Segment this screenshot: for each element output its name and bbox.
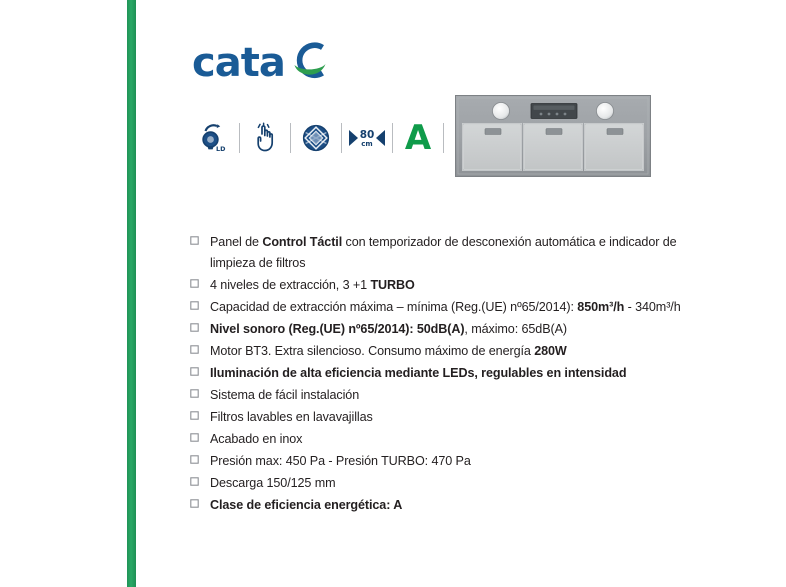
icon-separator <box>443 123 444 153</box>
spec-list-item <box>190 429 690 450</box>
touch-control-icon <box>243 115 287 161</box>
square-bullet-icon <box>190 363 210 376</box>
brand-logo <box>192 40 329 86</box>
led-light-icon <box>192 115 236 161</box>
square-bullet-icon <box>190 473 210 486</box>
spec-text-bold: 280W <box>534 344 567 358</box>
specification-list <box>190 232 690 517</box>
washable-filter-icon <box>294 115 338 161</box>
spec-list-item <box>190 473 690 494</box>
square-bullet-icon <box>190 429 210 442</box>
cata-swoosh-icon <box>289 41 329 85</box>
icon-separator <box>290 123 291 153</box>
spec-text-regular: , máximo: 65dB(A) <box>464 322 568 336</box>
spec-text-regular: Motor BT3. Extra silencioso. Consumo máximo de energía <box>210 344 535 358</box>
feature-icon-row <box>192 112 447 164</box>
spec-list-item <box>190 232 690 274</box>
spec-list-item-text <box>210 232 690 274</box>
energy-class-icon <box>396 115 440 161</box>
square-bullet-icon <box>190 341 210 354</box>
energy-class-letter: A <box>404 118 432 158</box>
spec-text-bold: Clase de eficiencia energética: A <box>210 498 403 512</box>
spec-text-regular: 4 niveles de extracción, 3 +1 <box>210 278 371 292</box>
square-bullet-icon <box>190 232 210 245</box>
square-bullet-icon <box>190 319 210 332</box>
spec-text-regular: Descarga 150/125 mm <box>210 476 336 490</box>
spec-text-regular: Capacidad de extracción máxima – mínima (Reg.(UE) nº65/2014): <box>210 300 578 314</box>
product-image-cooker-hood <box>455 95 651 177</box>
square-bullet-icon <box>190 451 210 464</box>
green-accent-bar <box>127 0 136 587</box>
width-80cm-icon <box>345 115 389 161</box>
square-bullet-icon <box>190 275 210 288</box>
square-bullet-icon <box>190 297 210 310</box>
width-unit: cm <box>361 140 373 148</box>
spec-text-regular: - 340m³/h <box>624 300 681 314</box>
spec-text-regular: Filtros lavables en lavavajillas <box>210 410 373 424</box>
spec-list-item <box>190 297 690 318</box>
square-bullet-icon <box>190 407 210 420</box>
width-value: 80 <box>359 129 375 141</box>
spec-text-bold: 850m³/h <box>577 300 625 314</box>
spec-list-item-text <box>210 341 567 362</box>
svg-text:LD: LD <box>216 145 226 153</box>
spec-list-item <box>190 275 690 296</box>
spec-text-regular: Panel de <box>210 235 263 249</box>
icon-separator <box>392 123 393 153</box>
spec-list-item <box>190 319 690 340</box>
spec-list-item <box>190 495 690 516</box>
spec-list-item-text <box>210 385 359 406</box>
spec-list-item-text <box>210 451 471 472</box>
spec-text-bold: TURBO <box>370 278 415 292</box>
spec-list-item-text <box>210 495 402 516</box>
spec-text-bold: Iluminación de alta eficiencia mediante LEDs, regulables en intensidad <box>210 366 627 380</box>
spec-list-item <box>190 363 690 384</box>
spec-text-regular: Sistema de fácil instalación <box>210 388 360 402</box>
spec-list-item-text <box>210 297 681 318</box>
spec-list-item-text <box>210 363 626 384</box>
spec-list-item-text <box>210 319 567 340</box>
spec-list-item <box>190 385 690 406</box>
brand-name: cata <box>192 40 285 86</box>
square-bullet-icon <box>190 385 210 398</box>
filter-panels <box>463 124 643 170</box>
spec-text-regular: con temporizador de desconexión automática e indicador de limpieza de filtros <box>210 235 677 270</box>
spec-list-item-text <box>210 429 302 450</box>
spec-list-item <box>190 451 690 472</box>
icon-separator <box>341 123 342 153</box>
spec-list-item-text <box>210 275 415 296</box>
spec-list-item <box>190 341 690 362</box>
spec-list-item <box>190 407 690 428</box>
spec-text-bold: Control Táctil <box>262 235 343 249</box>
spec-text-bold: Nivel sonoro (Reg.(UE) nº65/2014): 50dB(A) <box>210 322 465 336</box>
spec-list-item-text <box>210 473 336 494</box>
icon-separator <box>239 123 240 153</box>
spec-list-item-text <box>210 407 373 428</box>
spec-text-regular: Presión max: 450 Pa - Presión TURBO: 470 Pa <box>210 454 471 468</box>
square-bullet-icon <box>190 495 210 508</box>
spec-text-regular: Acabado en inox <box>210 432 303 446</box>
